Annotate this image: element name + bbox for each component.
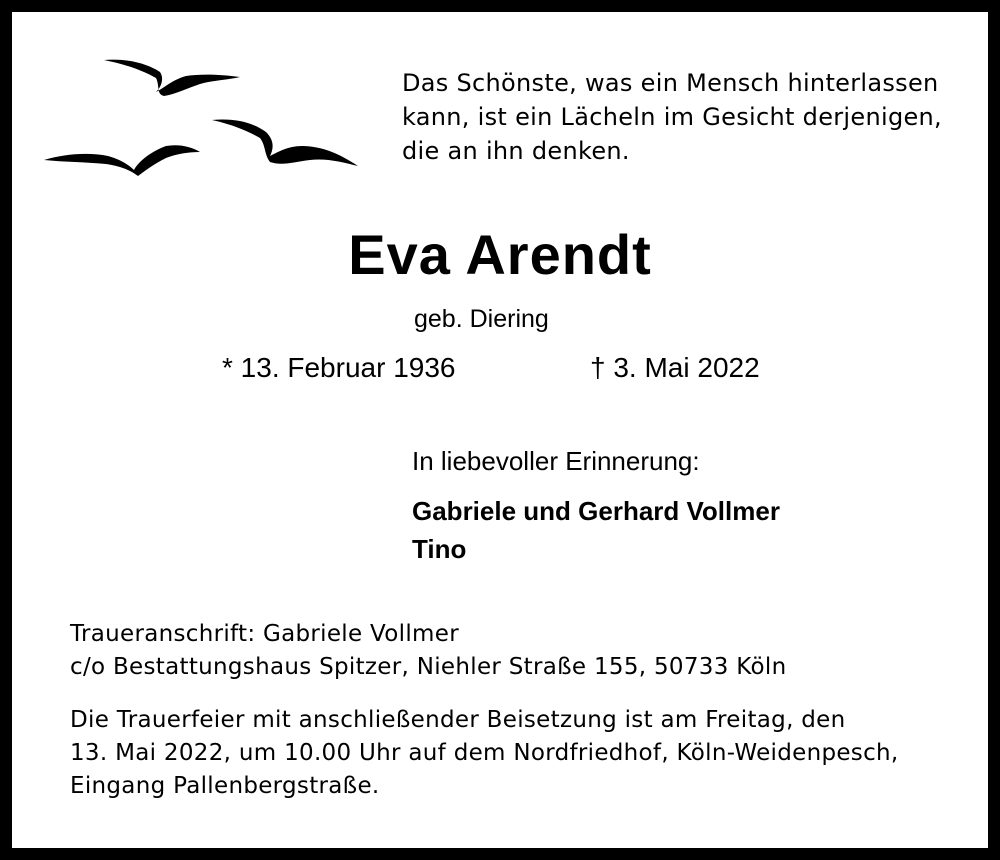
death-date: † 3. Mai 2022 [590,352,760,383]
quote-line: kann, ist ein Lächeln im Gesicht derjenigen, [402,103,942,131]
maiden-name: geb. Diering [414,305,549,333]
bird-icon [44,145,200,176]
funeral-service-info [70,704,899,803]
memorial-quote [402,66,962,168]
service-line: Die Trauerfeier mit anschließender Beisetzung ist am Freitag, den [70,707,846,733]
mourner-name: Tino [412,534,467,564]
bird-icon [212,120,358,167]
mourners-list [412,492,780,568]
quote-line: Das Schönste, was ein Mensch hinterlassen [402,69,939,97]
quote-line: die an ihn denken. [402,137,630,165]
address-line: c/o Bestattungshaus Spitzer, Niehler Straße 155, 50733 Köln [70,654,787,680]
mourner-name: Gabriele und Gerhard Vollmer [412,496,780,526]
service-line: 13. Mai 2022, um 10.00 Uhr auf dem Nordfriedhof, Köln-Weidenpesch, [70,740,899,766]
mourning-address [70,618,786,684]
address-line: Traueranschrift: Gabriele Vollmer [70,621,459,647]
service-line: Eingang Pallenbergstraße. [70,773,380,799]
deceased-name: Eva Arendt [348,223,652,286]
birth-date: * 13. Februar 1936 [222,352,456,383]
remembrance-intro: In liebevoller Erinnerung: [412,446,700,476]
birds-illustration-icon [38,48,368,188]
bird-icon [104,60,240,96]
